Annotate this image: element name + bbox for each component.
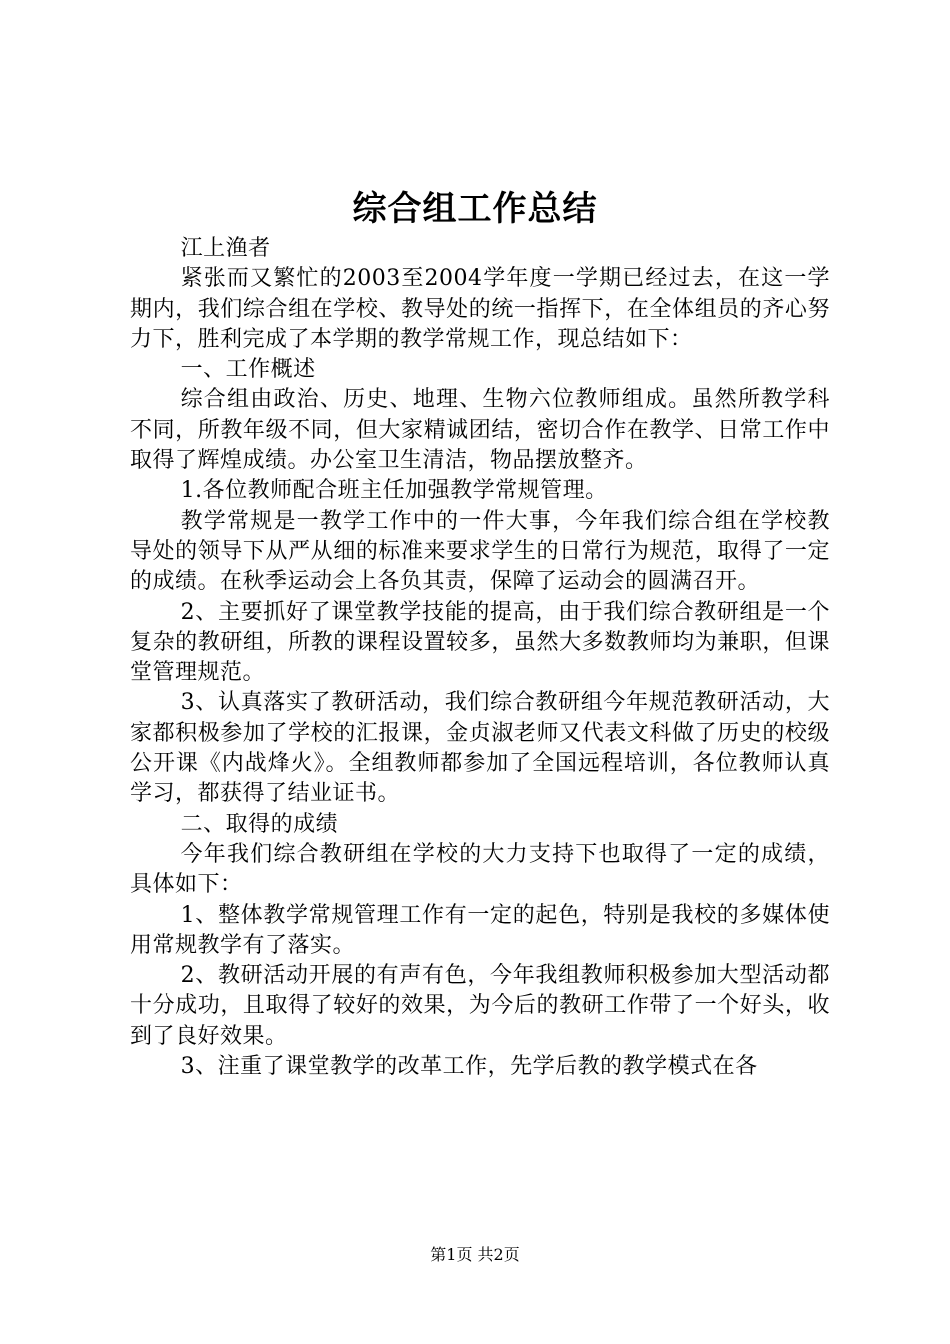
paragraph: 3、认真落实了教研活动，我们综合教研组今年规范教研活动，大家都积极参加了学校的汇报课，金贞淑老师又代表文科做了历史的校级公开课《内战烽火》。全组教师都参加了全国远程培训，各位教师认真学习，都获得了结业证书。: [130, 690, 830, 807]
paragraph: 2、主要抓好了课堂教学技能的提高，由于我们综合教研组是一个复杂的教研组，所教的课程设置较多，虽然大多数教师均为兼职，但课堂管理规范。: [130, 599, 830, 686]
document-body: [130, 234, 830, 1082]
paragraph: 3、注重了课堂教学的改革工作，先学后教的教学模式在各: [180, 1054, 758, 1080]
paragraph: 今年我们综合教研组在学校的大力支持下也取得了一定的成绩，具体如下：: [130, 841, 830, 898]
paragraph: 1、整体教学常规管理工作有一定的起色，特别是我校的多媒体使用常规教学有了落实。: [130, 902, 830, 958]
paragraph: 紧张而又繁忙的2003至2004学年度一学期已经过去，在这一学期内，我们综合组在学校、教导处的统一指挥下，在全体组员的齐心努力下，胜利完成了本学期的教学常规工作，现总结如下：: [130, 266, 830, 352]
paragraph: 2、教研活动开展的有声有色，今年我组教师积极参加大型活动都十分成功，且取得了较好的效果，为今后的教研工作带了一个好头，收到了良好效果。: [130, 963, 830, 1049]
document-title: 综合组工作总结: [352, 189, 598, 229]
section-heading: 二、取得的成绩: [180, 811, 339, 837]
paragraph: 1.各位教师配合班主任加强教学常规管理。: [180, 478, 608, 504]
section-heading: 一、工作概述: [180, 357, 316, 383]
paragraph: 教学常规是一教学工作中的一件大事，今年我们综合组在学校教导处的领导下从严从细的标准来要求学生的日常行为规范，取得了一定的成绩。在秋季运动会上各负其责，保障了运动会的圆满召开。: [130, 508, 830, 595]
author-line: 江上渔者: [180, 236, 271, 261]
paragraph: 综合组由政治、历史、地理、生物六位教师组成。虽然所教学科不同，所教年级不同，但大家精诚团结，密切合作在教学、日常工作中取得了辉煌成绩。办公室卫生清洁，物品摆放整齐。: [130, 387, 830, 474]
page-footer: 第1页 共2页: [430, 1245, 520, 1264]
